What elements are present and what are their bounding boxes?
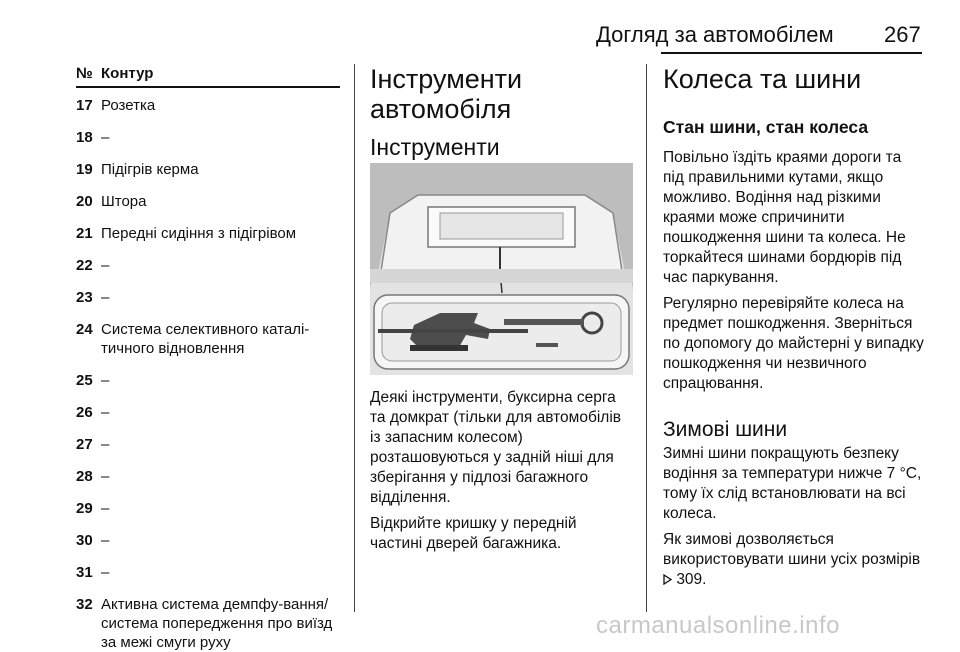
wheels-paragraph-2: Регулярно перевіряйте колеса на предмет пошкодження. Зверніться по допомогу до майстерні у випадку пошкодження чи незвичного спрацювання. xyxy=(663,295,924,392)
row-text: Система селективного каталі-тичного відновлення xyxy=(101,321,310,357)
column-divider-1 xyxy=(354,64,355,612)
column-divider-2 xyxy=(646,64,647,612)
paragraph-4-text: Як зимові дозволяється використовувати шини усіх розмірів xyxy=(663,531,921,568)
row-number: 30 xyxy=(76,532,93,549)
table-row xyxy=(76,467,340,486)
row-number: 23 xyxy=(76,289,93,306)
table-row xyxy=(76,499,340,518)
row-text: – xyxy=(101,257,110,274)
row-text: – xyxy=(101,500,110,517)
tools-heading: Інструменти автомобіля xyxy=(370,64,523,124)
row-number: 17 xyxy=(76,97,93,114)
table-row xyxy=(76,96,340,115)
table-header xyxy=(76,60,340,88)
table-row xyxy=(76,403,340,422)
table-header-number: № xyxy=(76,64,93,82)
row-text: – xyxy=(101,129,110,146)
table-row xyxy=(76,531,340,550)
row-text: – xyxy=(101,436,110,453)
table-row xyxy=(76,224,340,243)
page-number: 267 xyxy=(884,22,921,47)
tools-subheading: Інструменти xyxy=(370,134,500,160)
table-row xyxy=(76,595,340,652)
winter-tyres-heading: Зимові шини xyxy=(663,418,788,441)
row-number: 29 xyxy=(76,500,93,517)
row-number: 24 xyxy=(76,321,93,338)
tools-paragraph-2: Відкрийте кришку у передній частині дверей багажника. xyxy=(370,515,577,552)
row-text: Штора xyxy=(101,193,147,210)
row-text: Передні сидіння з підігрівом xyxy=(101,225,297,242)
page-header-title: Догляд за автомобілем xyxy=(596,22,834,47)
watermark: carmanualsonline.info xyxy=(596,612,840,639)
row-text: Підігрів керма xyxy=(101,161,199,178)
row-number: 26 xyxy=(76,404,93,421)
table-row xyxy=(76,371,340,390)
table-row xyxy=(76,160,340,179)
wheels-paragraph-1: Повільно їздіть краями дороги та під правильними кутами, якщо можливо. Водіння над різкими краями може спричинити пошкодження шини та колеса. Не торкайтеся шинами бордюрів під час паркування. xyxy=(663,149,906,286)
arrow-reference-icon xyxy=(663,571,676,588)
row-number: 25 xyxy=(76,372,93,389)
header-rule xyxy=(661,52,922,54)
table-row xyxy=(76,128,340,147)
wheels-subheading: Стан шини, стан колеса xyxy=(663,117,869,137)
row-text: – xyxy=(101,564,110,581)
table-row xyxy=(76,435,340,454)
tools-paragraph-1: Деякі інструменти, буксирна серга та домкрат (тільки для автомобілів із запасним колесом) розташовуються у задній ніші для зберігання у підлозі багажного відділення. xyxy=(370,389,621,506)
row-text: Активна система демпфу-вання/система попередження про виїзд за межі смуги руху xyxy=(101,596,333,651)
trunk-tools-illustration xyxy=(370,163,633,375)
row-number: 18 xyxy=(76,129,93,146)
table-row xyxy=(76,192,340,211)
tools-text xyxy=(370,388,632,554)
row-number: 19 xyxy=(76,161,93,178)
tools-section xyxy=(370,64,632,160)
page-reference-link[interactable]: 309. xyxy=(676,571,707,588)
row-text: – xyxy=(101,372,110,389)
table-row xyxy=(76,256,340,275)
row-number: 31 xyxy=(76,564,93,581)
table-header-label: Контур xyxy=(101,64,154,82)
wheels-paragraph-3: Зимні шини покращують безпеку водіння за температури нижче 7 °C, тому їх слід встановлювати на всі колеса. xyxy=(663,445,922,522)
wheels-heading: Колеса та шини xyxy=(663,64,862,94)
row-number: 32 xyxy=(76,596,93,613)
row-number: 20 xyxy=(76,193,93,210)
table-row xyxy=(76,563,340,582)
row-text: – xyxy=(101,289,110,306)
row-text: – xyxy=(101,532,110,549)
row-number: 28 xyxy=(76,468,93,485)
fuse-table xyxy=(76,60,340,652)
table-row xyxy=(76,320,340,358)
row-number: 22 xyxy=(76,257,93,274)
row-number: 27 xyxy=(76,436,93,453)
wheels-section xyxy=(663,64,925,590)
row-text: – xyxy=(101,468,110,485)
row-text: – xyxy=(101,404,110,421)
table-row xyxy=(76,288,340,307)
wheels-paragraph-4 xyxy=(663,530,925,590)
row-text: Розетка xyxy=(101,97,156,114)
row-number: 21 xyxy=(76,225,93,242)
